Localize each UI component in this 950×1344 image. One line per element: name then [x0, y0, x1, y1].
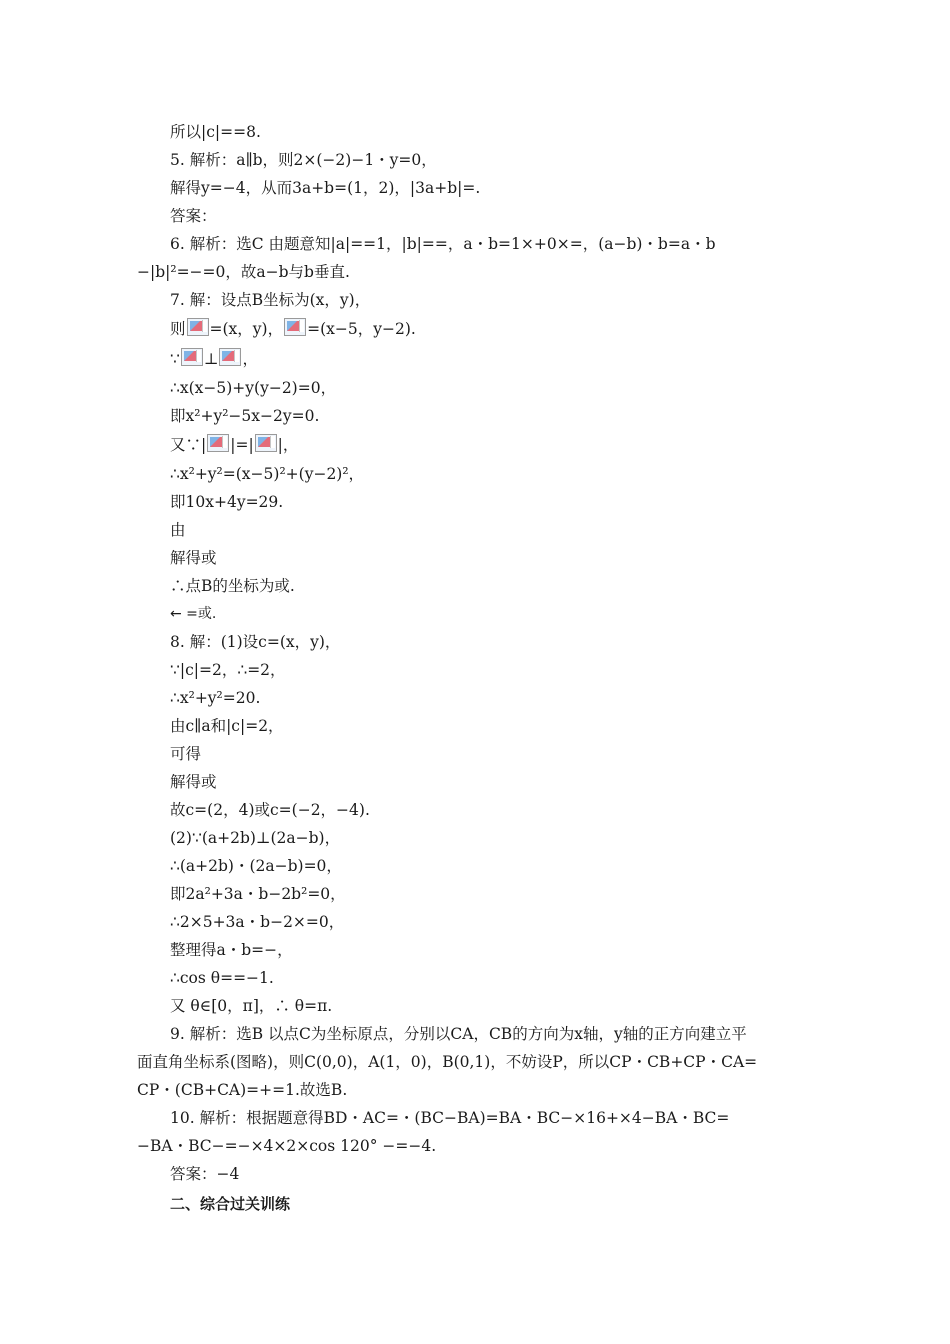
- text-fragment: ，: [242, 350, 258, 368]
- text-line: 整理得a・b=−，: [170, 941, 293, 959]
- text-line: 即x²+y²−5x−2y=0.: [170, 407, 320, 425]
- text-line: 解得或: [170, 773, 217, 791]
- text-fragment: |=|: [230, 436, 254, 454]
- text-fragment: =(x−5，y−2).: [307, 320, 416, 338]
- text-fragment: 则: [170, 320, 186, 338]
- text-line: −|b|²=−=0，故a−b与b垂直.: [137, 263, 350, 281]
- text-fragment: ∵: [170, 350, 180, 368]
- text-line: 所以|c|==8.: [170, 123, 261, 141]
- broken-image-icon: [187, 318, 209, 336]
- section-heading: 二、综合过关训练: [170, 1195, 291, 1213]
- text-line: 9. 解析：选B 以点C为坐标原点，分别以CA，CB的方向为x轴，y轴的正方向建立平: [170, 1025, 747, 1043]
- text-line: ∴(a+2b)・(2a−b)=0，: [170, 857, 342, 875]
- text-line: 即10x+4y=29.: [170, 493, 284, 511]
- text-line: ∴点B的坐标为或.: [170, 577, 295, 595]
- text-line: 7. 解：设点B坐标为(x，y)，: [170, 291, 371, 309]
- text-line: 解得y=−4，从而3a+b=(1，2)，|3a+b|=.: [170, 179, 481, 197]
- text-line: 由c∥a和|c|=2，: [170, 717, 284, 735]
- text-line: 5. 解析：a∥b，则2×(−2)−1・y=0，: [170, 151, 437, 169]
- text-fragment: ⊥: [203, 350, 219, 368]
- text-line: 面直角坐标系(图略)，则C(0,0)，A(1，0)，B(0,1)，不妨设P，所以CP・CB+CP・CA=: [137, 1053, 758, 1071]
- broken-image-icon: [219, 348, 241, 366]
- text-line: ← =或.: [170, 606, 217, 622]
- text-line: (2)∵(a+2b)⊥(2a−b)，: [170, 829, 341, 847]
- text-line: ∵|c|=2，∴=2，: [170, 661, 286, 679]
- broken-image-icon: [181, 348, 203, 366]
- text-line: 10. 解析：根据题意得BD・AC=・(BC−BA)=BA・BC−×16+×4−BA・BC=: [170, 1109, 730, 1127]
- text-line: 8. 解：(1)设c=(x，y)，: [170, 633, 341, 651]
- text-line: −BA・BC−=−×4×2×cos 120° −=−4.: [137, 1137, 437, 1155]
- text-line: 即2a²+3a・b−2b²=0，: [170, 885, 346, 903]
- text-line: 答案：−4: [170, 1165, 240, 1183]
- text-line: CP・(CB+CA)=+=1.故选B.: [137, 1081, 348, 1099]
- text-line: ∴x²+y²=(x−5)²+(y−2)²，: [170, 465, 365, 483]
- broken-image-icon: [255, 434, 277, 452]
- text-fragment: 又∵|: [170, 436, 207, 454]
- text-line-with-images: [170, 348, 258, 369]
- text-line-with-images: [170, 318, 416, 339]
- text-line: ∴2×5+3a・b−2×=0，: [170, 913, 345, 931]
- text-line: ∴cos θ==−1.: [170, 969, 274, 987]
- text-line: ∴x(x−5)+y(y−2)=0，: [170, 379, 337, 397]
- text-fragment: =(x，y)，: [209, 320, 284, 338]
- text-fragment: |，: [277, 436, 299, 454]
- text-line: 解得或: [170, 549, 217, 567]
- broken-image-icon: [207, 434, 229, 452]
- text-line: 又 θ∈[0，π]，∴ θ=π.: [170, 997, 333, 1015]
- text-line: 6. 解析：选C 由题意知|a|==1，|b|==，a・b=1×+0×=，(a−b)・b=a・b: [170, 235, 716, 253]
- text-line: 答案：: [170, 207, 217, 225]
- text-line: 故c=(2，4)或c=(−2，−4).: [170, 801, 370, 819]
- text-line: ∴x²+y²=20.: [170, 689, 261, 707]
- text-line: 可得: [170, 745, 202, 763]
- text-line-with-images: [170, 434, 298, 455]
- broken-image-icon: [284, 318, 306, 336]
- text-line: 由: [170, 521, 186, 539]
